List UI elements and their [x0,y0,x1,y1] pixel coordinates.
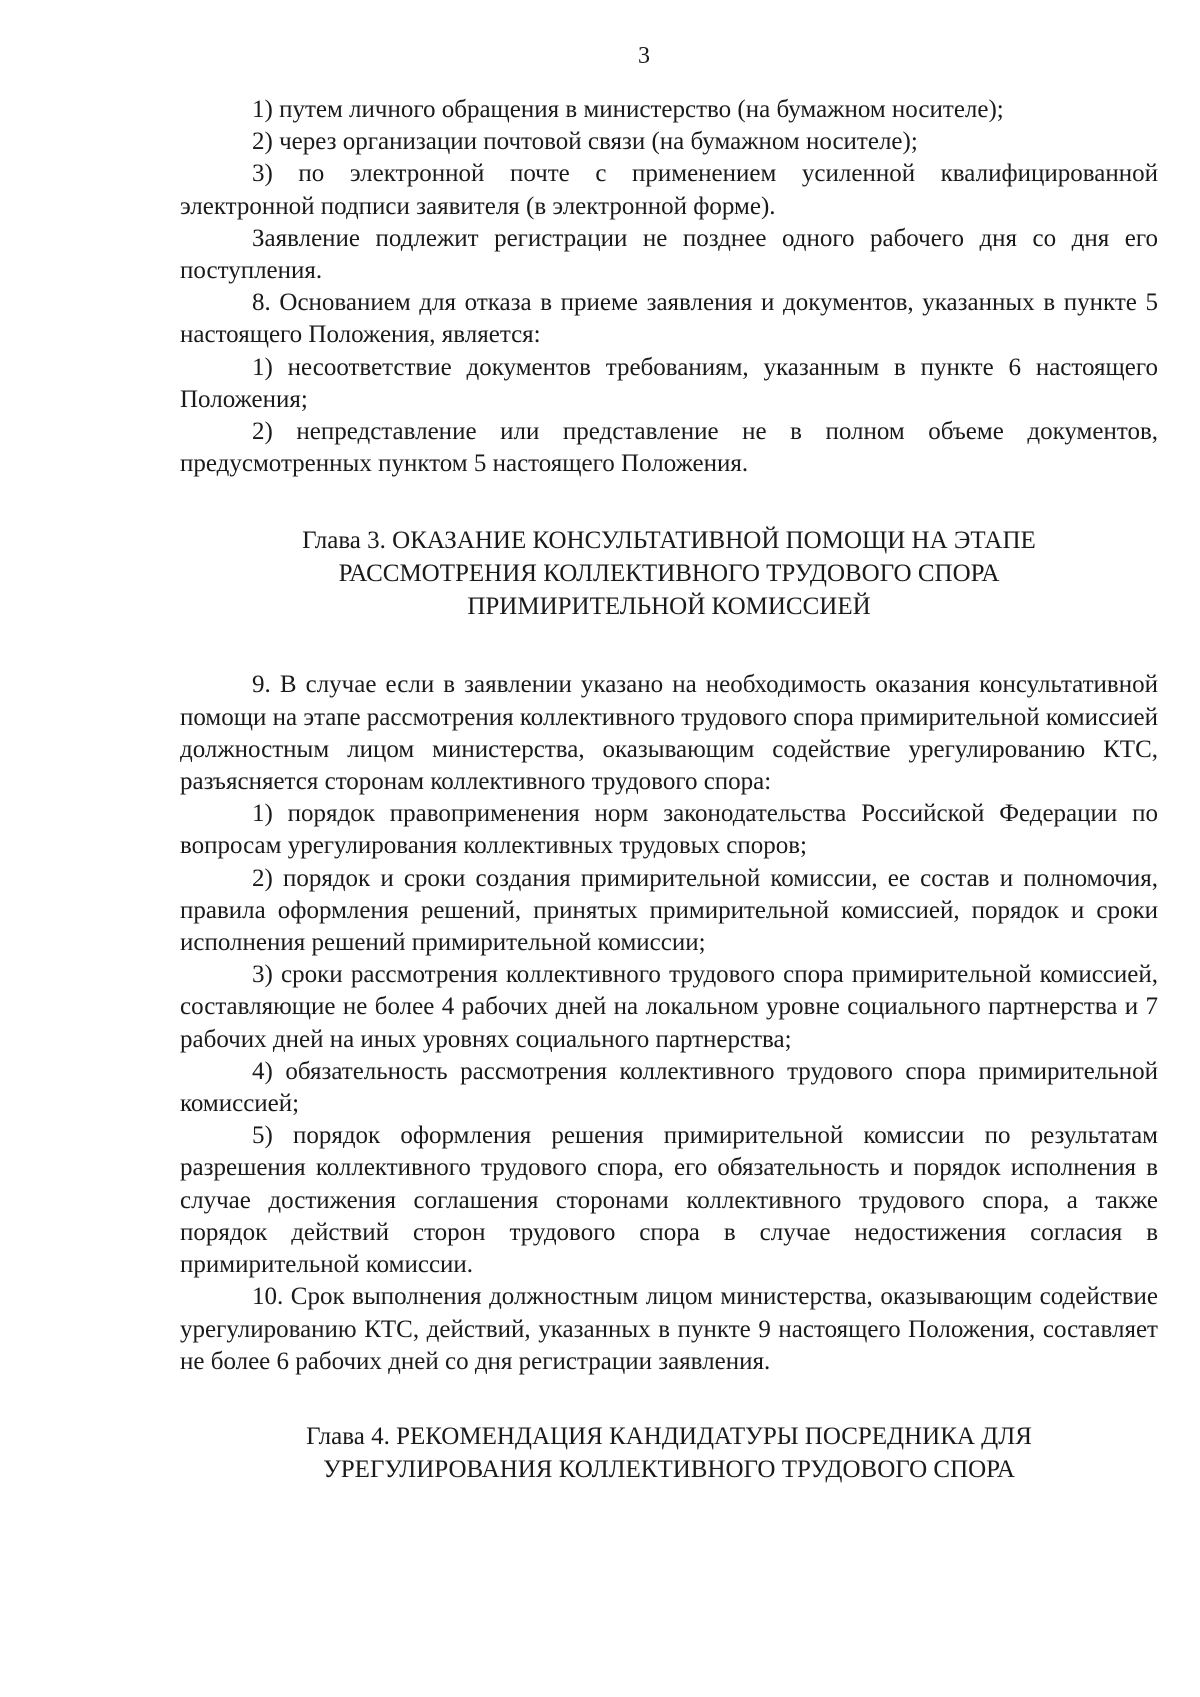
paragraph-method-in-person: 1) путем личного обращения в министерство (на бумажном носителе); [252,96,1004,123]
chapter-4-heading [180,1420,1158,1486]
chapter-3-heading [180,524,1158,623]
paragraph-explain-3: 3) сроки рассмотрения коллективного трудового спора примирительной комиссией, составляющие не более 4 рабочих дней на локальном уровне социального партнерства и 7 рабочих дней на иных уровнях социального партнерства; [180,961,1158,1053]
chapter-4-heading-line: УРЕГУЛИРОВАНИЯ КОЛЛЕКТИВНОГО ТРУДОВОГО СПОРА [323,1455,1015,1483]
paragraph-method-postal: 2) через организации почтовой связи (на бумажном носителе); [252,128,918,156]
page-number: 3 [638,43,650,69]
chapter-3-heading-line: РАССМОТРЕНИЯ КОЛЛЕКТИВНОГО ТРУДОВОГО СПОРА [338,560,1000,588]
paragraph-explain-1: 1) порядок правоприменения норм законодательства Российской Федерации по вопросам урегулирования коллективных трудовых споров; [180,800,1158,860]
paragraph-registration: Заявление подлежит регистрации не позднее одного рабочего дня со дня его поступления. [180,224,1158,285]
paragraph-item-10: 10. Срок выполнения должностным лицом министерства, оказывающим содействие урегулированию КТС, действий, указанных в пункте 9 настоящего Положения, составляет не более 6 рабочих дней со дня регистрации заявления. [180,1283,1158,1375]
paragraph-refusal-reason-2: 2) непредставление или представление не в полном объеме документов, предусмотренных пунктом 5 настоящего Положения. [180,418,1158,478]
chapter-3-heading-line: Глава 3. ОКАЗАНИЕ КОНСУЛЬТАТИВНОЙ ПОМОЩИ НА ЭТАПЕ [302,527,1036,555]
page-content [180,94,1158,1486]
chapter-3-heading-line: ПРИМИРИТЕЛЬНОЙ КОМИССИЕЙ [467,593,871,621]
paragraph-explain-2: 2) порядок и сроки создания примирительной комиссии, ее состав и полномочия, правила оформления решений, принятых примирительной комиссией, порядок и сроки исполнения решений примирительной комиссии; [180,864,1158,957]
paragraph-explain-4: 4) обязательность рассмотрения коллективного трудового спора примирительной комиссией; [180,1057,1158,1118]
chapter-4-heading-line: Глава 4. РЕКОМЕНДАЦИЯ КАНДИДАТУРЫ ПОСРЕДНИКА ДЛЯ [306,1422,1032,1450]
paragraph-refusal-reason-1: 1) несоответствие документов требованиям, указанным в пункте 6 настоящего Положения; [180,353,1158,413]
paragraph-item-9: 9. В случае если в заявлении указано на необходимость оказания консультативной помощи на этапе рассмотрения коллективного трудового спора примирительной комиссией должностным лицом министерства, оказывающим содействие урегулированию КТС, разъясняется сторонам коллективного трудового спора: [180,671,1158,796]
paragraph-method-email: 3) по электронной почте с применением усиленной квалифицированной электронной подписи заявителя (в электронной форме). [180,160,1158,220]
paragraph-item-8: 8. Основанием для отказа в приеме заявления и документов, указанных в пункте 5 настоящего Положения, является: [180,289,1158,349]
paragraph-explain-5: 5) порядок оформления решения примирительной комиссии по результатам разрешения коллективного трудового спора, его обязательность и порядок исполнения в случае достижения соглашения сторонами коллективного трудового спора, а также порядок действий сторон трудового спора в случае недостижения согласия в примирительной комиссии. [180,1122,1158,1279]
